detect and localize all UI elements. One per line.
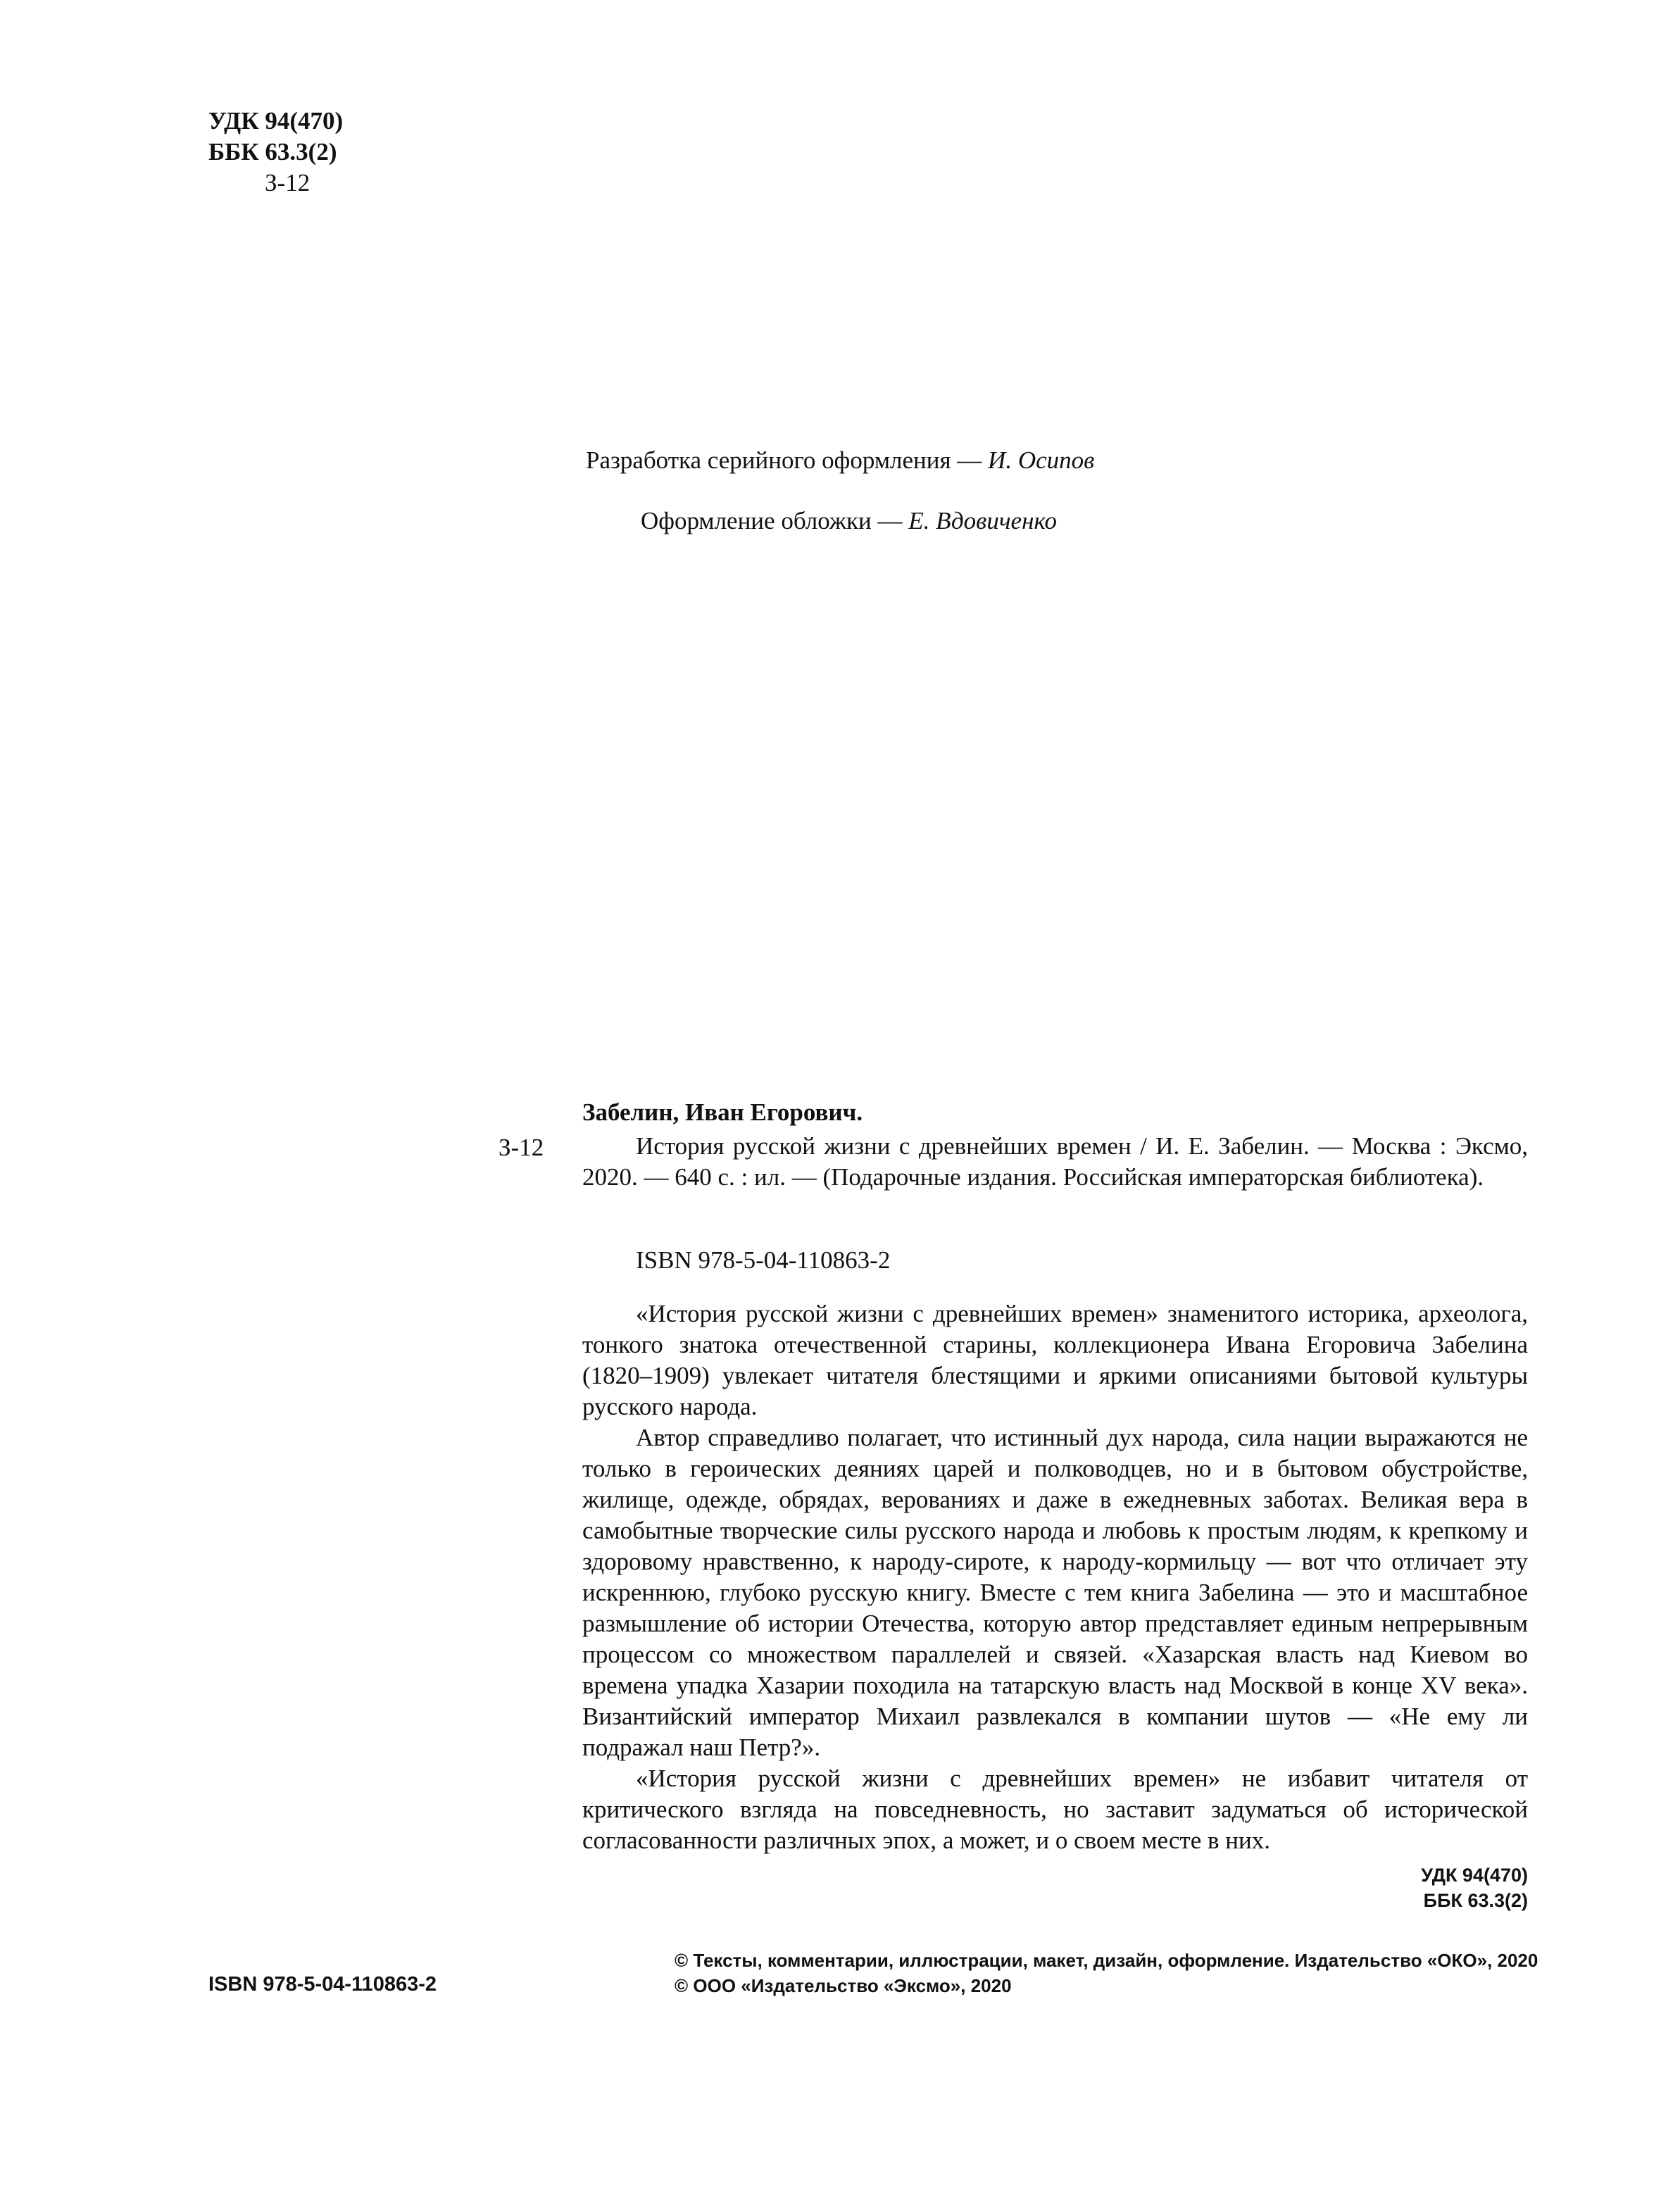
copyright-notice [675, 1948, 1538, 1998]
annotation-paragraph: «История русской жизни с древнейших времен» знаменитого историка, археолога, тонкого знатока отечественной старины, коллекционера Ивана Егоровича Забелина (1820–1909) увлекает читателя блестящими и яркими описаниями бытовой культуры русского народа. [582, 1300, 1528, 1420]
cover-design-credit [641, 506, 1057, 537]
copyright-line-eksmo: © ООО «Издательство «Эксмо», 2020 [675, 1975, 1012, 1996]
udk-code-top: УДК 94(470) [208, 107, 344, 134]
bibliographic-author-mark: З-12 [499, 1134, 544, 1161]
udk-code-bottom: УДК 94(470) [1421, 1865, 1528, 1886]
footer-isbn: ISBN 978-5-04-110863-2 [208, 1973, 437, 1996]
series-design-credit [586, 445, 1094, 476]
bbk-code-top: ББК 63.3(2) [208, 138, 337, 165]
cover-design-name: Е. Вдовиченко [908, 507, 1057, 534]
bibliographic-author-heading: Забелин, Иван Егорович. [582, 1098, 863, 1126]
classification-codes-bottom [1401, 1862, 1528, 1913]
series-design-name: И. Осипов [988, 446, 1095, 474]
annotation-paragraph: «История русской жизни с древнейших времен» не избавит читателя от критического взгляда на повседневность, но заставит задуматься об исторической согласованности различных эпох, а может, и о своем месте в них. [582, 1765, 1528, 1854]
annotation-paragraph: Автор справедливо полагает, что истинный дух народа, сила нации выражаются не только в героических деяниях царей и полководцев, но и в бытовом обустройстве, жилище, одежде, обрядах, верованиях и даже в ежедневных заботах. Великая вера в самобытные творческие силы русского народа и любовь к простым людям, к крепкому и здоровому нравственно, к народу-сироте, к народу-кормильцу — вот что отличает эту искреннюю, глубоко русскую книгу. Вместе с тем книга Забелина — это и масштабное размышление об истории Отечества, которую автор представляет единым непрерывным процессом со множеством параллелей и связей. «Хазарская власть над Киевом во времена упадка Хазарии походила на татарскую власть над Москвой в конце XV века». Византийский император Михаил развлекался в компании шутов — «Не ему ли подражал наш Петр?». [582, 1424, 1528, 1761]
series-design-label: Разработка серийного оформления — [586, 446, 989, 474]
annotation [582, 1298, 1528, 1856]
classification-codes-top [208, 106, 343, 199]
bibliographic-description: История русской жизни с древнейших времен / И. Е. Забелин. — Москва : Эксмо, 2020. — 640 с. : ил. — (Подарочные издания. Российская императорская библиотека). [582, 1132, 1528, 1191]
author-mark-top: З-12 [265, 169, 311, 196]
bbk-code-bottom: ББК 63.3(2) [1423, 1890, 1528, 1911]
copyright-line-oko: © Тексты, комментарии, иллюстрации, макет, дизайн, оформление. Издательство «ОКО», 2020 [675, 1950, 1538, 1971]
bibliographic-isbn: ISBN 978-5-04-110863-2 [636, 1246, 891, 1274]
cover-design-label: Оформление обложки — [641, 507, 909, 534]
